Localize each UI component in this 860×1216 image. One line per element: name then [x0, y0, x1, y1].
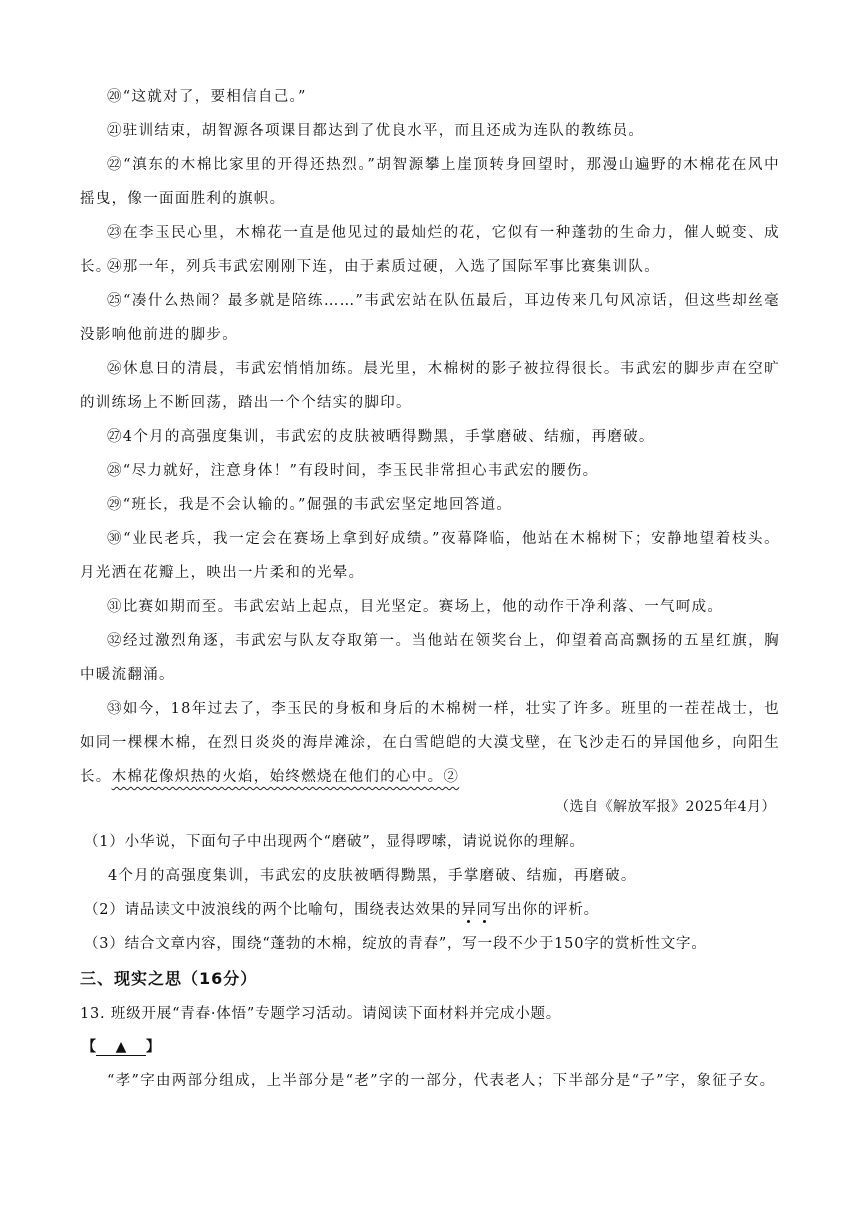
paragraph-29: ㉙“班长，我是不会认输的。”倔强的韦武宏坚定地回答道。	[107, 497, 513, 513]
bracket-close: 】	[146, 1039, 160, 1055]
paragraph-25: ㉕“凑什么热闹？最多就是陪练……”韦武宏站在队伍最后，耳边传来几句风凉话，但这些却丝毫没影响他前进的脚步。	[80, 293, 780, 343]
question-1: （1）小华说，下面句子中出现两个“磨破”，显得啰嗦，请说说你的理解。	[84, 834, 585, 850]
bracket-open: 【	[82, 1039, 96, 1055]
question-3: （3）结合文章内容，围绕“蓬勃的木棉，绽放的青春”，写一段不少于150字的赏析性文字。	[84, 936, 707, 952]
emphasis-dot-char-1: 异	[461, 902, 477, 918]
emphasis-dot-char-2: 同	[476, 902, 492, 918]
paragraph-21: ㉑驻训结束，胡智源各项课目都达到了优良水平，而且还成为连队的教练员。	[107, 123, 645, 139]
question-1-quote: 4个月的高强度集训，韦武宏的皮肤被晒得黝黑，手掌磨破、结痂，再磨破。	[108, 868, 637, 884]
section-title: 三、现实之思（16分）	[80, 969, 258, 988]
item-13-prompt: 13. 班级开展“青春·体悟”专题学习活动。请阅读下面材料并完成小题。	[80, 1006, 562, 1022]
paragraph-23: ㉓在李玉民心里，木棉花一直是他见过的最灿烂的花，它似有一种蓬勃的生命力，催人蜕变、成长。	[80, 225, 780, 275]
question-2	[84, 898, 599, 919]
paragraph-22: ㉒“滇东的木棉比家里的开得还热烈。”胡智源攀上崖顶转身回望时，那漫山遍野的木棉花在风中摇曳，像一面面胜利的旗帜。	[80, 157, 780, 207]
paragraph-33-text: ㉝如今，18年过去了，李玉民的身板和身后的木棉树一样，壮实了许多。班里的一茬茬战士，也如同一棵棵木棉，在烈日炎炎的海岸滩涂，在白雪皑皑的大漠戈壁，在飞沙走石的异国他乡，向阳生长。	[80, 701, 780, 785]
question-2-text-b: 写出你的评析。	[491, 902, 599, 918]
question-2-text-a: （2）请品读文中波浪线的两个比喻句，围绕表达效果的	[84, 902, 462, 918]
paragraph-32: ㉜经过激烈角逐，韦武宏与队友夺取第一。当他站在领奖台上，仰望着高高飘扬的五星红旗，胸中暖流翻涌。	[80, 633, 780, 683]
material-paragraph: “孝”字由两部分组成，上半部分是“老”字的一部分，代表老人；下半部分是“子”字，象征子女。	[107, 1073, 776, 1089]
wavy-underlined-sentence: 木棉花像炽热的火焰，始终燃烧在他们的心中。②	[111, 769, 460, 785]
paragraph-30: ㉚“业民老兵，我一定会在赛场上拿到好成绩。”夜幕降临，他站在木棉树下；安静地望着枝头。月光洒在花瓣上，映出一片柔和的光晕。	[80, 531, 780, 581]
source-citation: （选自《解放军报》2025年4月）	[554, 799, 776, 815]
paragraph-28: ㉘“尽力就好，注意身体！”有段时间，李玉民非常担心韦武宏的腰伤。	[107, 463, 599, 479]
paragraph-33	[80, 692, 780, 794]
paragraph-31: ㉛比赛如期而至。韦武宏站上起点，目光坚定。赛场上，他的动作干净利落、一气呵成。	[107, 599, 724, 615]
triangle-blank: ▲	[96, 1039, 146, 1056]
paragraph-20: ⑳“这就对了，要相信自己。”	[107, 89, 307, 105]
paragraph-24: ㉔那一年，列兵韦武宏刚刚下连，由于素质过硬，入选了国际军事比赛集训队。	[107, 259, 660, 275]
paragraph-27: ㉗4个月的高强度集训，韦武宏的皮肤被晒得黝黑，手掌磨破、结痂，再磨破。	[107, 429, 655, 445]
material-heading-bracket	[82, 1036, 160, 1056]
paragraph-26: ㉖休息日的清晨，韦武宏悄悄加练。晨光里，木棉树的影子被拉得很长。韦武宏的脚步声在空旷的训练场上不断回荡，踏出一个个结实的脚印。	[80, 361, 780, 411]
